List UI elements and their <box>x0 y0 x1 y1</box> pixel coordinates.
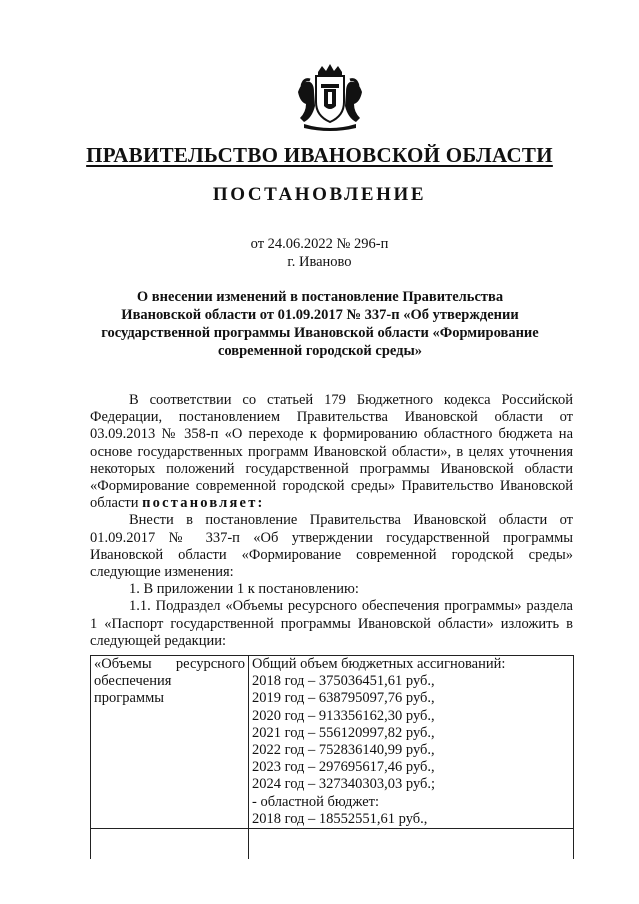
value-line: 2024 год – 327340303,03 руб.; <box>252 776 436 793</box>
coat-of-arms-emblem <box>294 62 366 132</box>
document-date-number: от 24.06.2022 № 296-п <box>250 236 389 252</box>
value-line: - областной бюджет: <box>252 793 380 810</box>
table-row <box>91 656 574 829</box>
government-title <box>0 143 639 168</box>
document-type: ПОСТАНОВЛЕНИЕ <box>212 184 427 205</box>
value-line: 2019 год – 638795097,76 руб., <box>252 690 435 707</box>
value-line: 2022 год – 752836140,99 руб., <box>252 742 435 759</box>
value-line: 2018 год – 18552551,61 руб., <box>252 810 428 827</box>
value-line: 2023 год – 297695617,46 руб., <box>252 759 435 776</box>
value-line: 2020 год – 913356162,30 руб., <box>252 707 435 724</box>
subject-line: современной городской среды» <box>217 343 423 359</box>
resource-table <box>90 655 574 859</box>
value-line: Общий объем бюджетных ассигнований: <box>252 656 506 672</box>
item-1-1-paragraph: 1.1. Подраздел «Объемы ресурсного обеспечения программы» раздела 1 «Паспорт государственной программы Ивановской области» изложить в следующей редакции: <box>90 598 573 649</box>
subject-line: Ивановской области от 01.09.2017 № 337-п «Об утверждении <box>121 307 519 323</box>
table-row-continuation <box>91 829 574 860</box>
table-cell-empty <box>91 829 249 860</box>
resolves-word: постановляет: <box>142 495 265 512</box>
government-title-text: ПРАВИТЕЛЬСТВО ИВАНОВСКОЙ ОБЛАСТИ <box>86 143 553 167</box>
table-cell-empty <box>249 829 574 860</box>
resource-label: «Объемы ресурсного обеспечения программы <box>94 656 245 707</box>
subject-line: государственной программы Ивановской области «Формирование <box>101 325 539 341</box>
document-body <box>90 392 573 650</box>
value-line: 2018 год – 375036451,61 руб., <box>252 673 435 690</box>
amendment-paragraph: Внести в постановление Правительства Ивановской области от 01.09.2017 № 337-п «Об утверждении государственной программы Ивановской области «Формирование современной городской среды» следующие изменения: <box>90 512 573 581</box>
document-subject <box>100 288 540 360</box>
item-1-paragraph: 1. В приложении 1 к постановлению: <box>129 581 359 598</box>
value-line: 2021 год – 556120997,82 руб., <box>252 724 435 741</box>
document-city: г. Иваново <box>287 254 352 270</box>
table-cell-label <box>91 656 249 829</box>
subject-line: О внесении изменений в постановление Правительства <box>136 289 504 305</box>
table-cell-values <box>249 656 574 829</box>
preamble-paragraph <box>90 392 573 512</box>
preamble-text: В соответствии со статьей 179 Бюджетного кодекса Российской Федерации, постановлением Правительства Ивановской области от 03.09.2013 № 358-п «О переходе к формированию областного бюджета на основе государственных программ Ивановской области», в целях уточнения некоторых положений государственной программы Ивановской области «Формирование современной городской среды» Правительство Ивановской области <box>90 392 573 512</box>
